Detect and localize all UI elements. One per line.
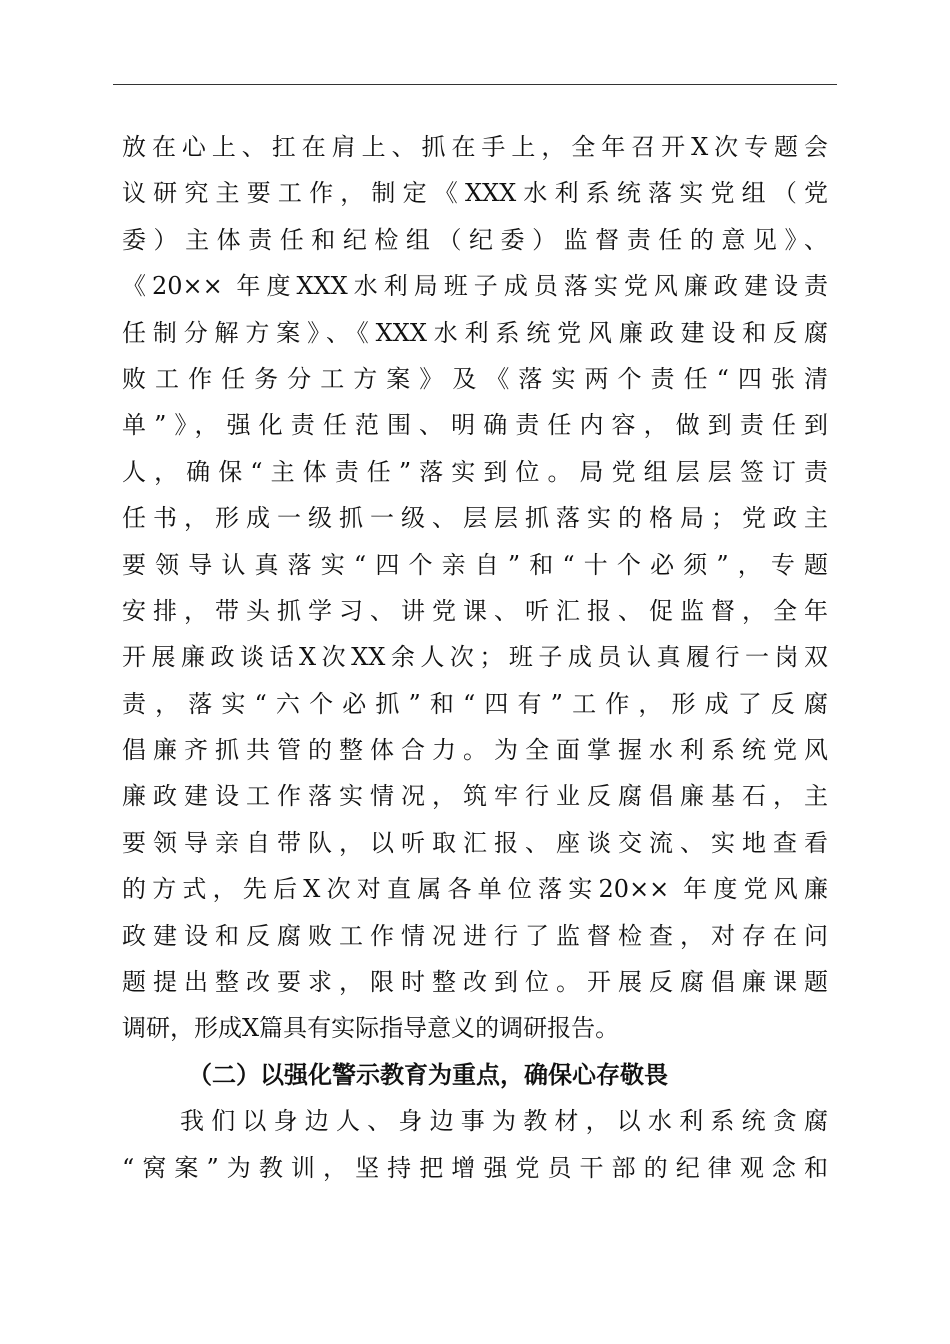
paragraph-line: 题提出整改要求，限时整改到位。开展反腐倡廉课题 <box>122 968 828 997</box>
paragraph-line: 要领导亲自带队，以听取汇报、座谈交流、实地查看 <box>122 828 828 857</box>
paragraph-line: 要领导认真落实“四个亲自”和“十个必须”，专题 <box>122 550 828 579</box>
paragraph-line: 的方式，先后X次对直属各单位落实20×× 年度党风廉 <box>122 875 828 904</box>
paragraph-line: 放在心上、扛在肩上、抓在手上，全年召开X次专题会 <box>122 133 828 161</box>
paragraph-line: 败工作任务分工方案》及《落实两个责任“四张清 <box>122 364 828 393</box>
paragraph-line: 廉政建设工作落实情况，筑牢行业反腐倡廉基石，主 <box>122 782 828 811</box>
paragraph-line: 任书，形成一级抓一级、层层抓落实的格局；党政主 <box>122 504 828 533</box>
paragraph-line: 调研，形成X篇具有实际指导意义的调研报告。 <box>122 1014 620 1043</box>
section-heading: （二）以强化警示教育为重点，确保心存敬畏 <box>188 1059 668 1089</box>
paragraph-line: 《20×× 年度XXX水利局班子成员落实党风廉政建设责 <box>122 272 828 301</box>
paragraph-line: 责，落实“六个必抓”和“四有”工作，形成了反腐 <box>122 689 828 718</box>
paragraph-line: 单”》，强化责任范围、明确责任内容，做到责任到 <box>122 411 828 440</box>
paragraph-line: 议研究主要工作，制定《XXX水利系统落实党组（党 <box>122 179 828 208</box>
paragraph-line: 安排，带头抓学习、讲党课、听汇报、促监督，全年 <box>122 596 828 625</box>
header-rule <box>113 84 837 85</box>
paragraph-line: 政建设和反腐败工作情况进行了监督检查，对存在问 <box>122 921 828 950</box>
document-body <box>122 124 828 1191</box>
paragraph-line: 人，确保“主体责任”落实到位。局党组层层签订责 <box>122 457 828 486</box>
paragraph-line: “窝案”为教训，坚持把增强党员干部的纪律观念和 <box>122 1153 828 1182</box>
paragraph-line: 倡廉齐抓共管的整体合力。为全面掌握水利系统党风 <box>122 736 828 765</box>
paragraph-line: 我们以身边人、身边事为教材，以水利系统贪腐 <box>180 1107 828 1136</box>
paragraph-line: 开展廉政谈话X次XX余人次；班子成员认真履行一岗双 <box>122 643 828 672</box>
paragraph-line: 任制分解方案》、《XXX水利系统党风廉政建设和反腐 <box>122 318 828 347</box>
paragraph-line: 委）主体责任和纪检组（纪委）监督责任的意见》、 <box>122 225 828 254</box>
